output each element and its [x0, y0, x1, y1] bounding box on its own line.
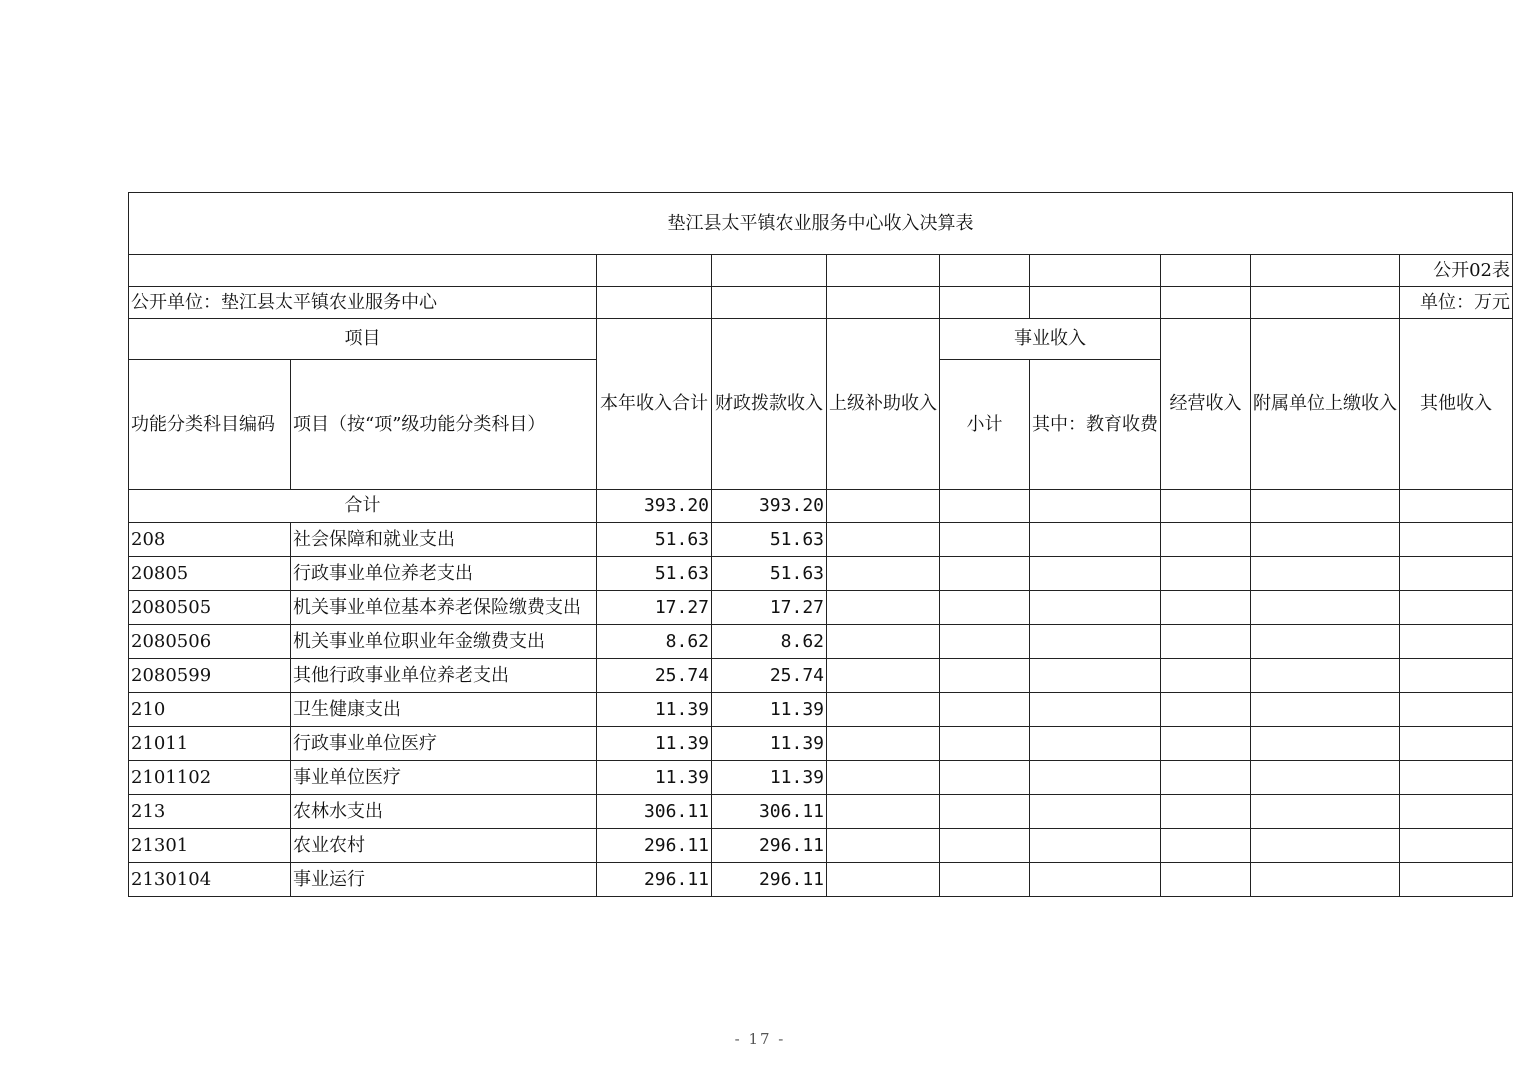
- empty-cell: [1030, 591, 1161, 625]
- row-total-income: 17.27: [597, 591, 712, 625]
- empty-cell: [827, 795, 940, 829]
- row-fiscal: 296.11: [712, 863, 827, 897]
- table-row: [129, 591, 1513, 625]
- empty-cell: [1251, 761, 1400, 795]
- empty-cell: [1251, 829, 1400, 863]
- row-total-income: 11.39: [597, 727, 712, 761]
- row-code: 2080505: [129, 591, 291, 625]
- empty-cell: [940, 625, 1030, 659]
- empty-cell: [1030, 761, 1161, 795]
- empty-cell: [827, 659, 940, 693]
- header-total-income: 本年收入合计: [597, 319, 712, 490]
- row-item-name: 机关事业单位基本养老保险缴费支出: [291, 591, 597, 625]
- table-row: [129, 557, 1513, 591]
- empty-cell: [1251, 557, 1400, 591]
- header-code: 功能分类科目编码: [129, 360, 291, 490]
- page-number: - 17 -: [734, 1030, 786, 1048]
- empty-cell: [940, 591, 1030, 625]
- empty-cell: [940, 693, 1030, 727]
- empty-cell: [827, 863, 940, 897]
- info-blank: [129, 255, 597, 287]
- row-item-name: 农林水支出: [291, 795, 597, 829]
- empty-cell: [827, 761, 940, 795]
- empty-cell: [940, 557, 1030, 591]
- table-row: [129, 829, 1513, 863]
- empty-cell: [1400, 693, 1513, 727]
- reporting-unit: 公开单位：垫江县太平镇农业服务中心: [129, 287, 597, 319]
- row-fiscal: 17.27: [712, 591, 827, 625]
- empty-cell: [1251, 727, 1400, 761]
- row-item-name: 行政事业单位养老支出: [291, 557, 597, 591]
- empty-cell: [1161, 591, 1251, 625]
- empty-cell: [1251, 693, 1400, 727]
- table-row: [129, 523, 1513, 557]
- row-item-name: 事业运行: [291, 863, 597, 897]
- empty-cell: [1400, 625, 1513, 659]
- empty-cell: [1161, 523, 1251, 557]
- total-income-value: 393.20: [597, 490, 712, 523]
- empty-cell: [1161, 863, 1251, 897]
- row-fiscal: 11.39: [712, 693, 827, 727]
- empty-cell: [827, 727, 940, 761]
- empty-cell: [1161, 795, 1251, 829]
- row-fiscal: 51.63: [712, 523, 827, 557]
- header-project: 项目: [129, 319, 597, 360]
- empty-cell: [1030, 557, 1161, 591]
- row-fiscal: 8.62: [712, 625, 827, 659]
- row-code: 2101102: [129, 761, 291, 795]
- empty-cell: [1400, 795, 1513, 829]
- row-item-name: 社会保障和就业支出: [291, 523, 597, 557]
- empty-cell: [827, 693, 940, 727]
- empty-cell: [1400, 761, 1513, 795]
- row-code: 2130104: [129, 863, 291, 897]
- total-fiscal-value: 393.20: [712, 490, 827, 523]
- row-total-income: 296.11: [597, 829, 712, 863]
- empty-cell: [827, 591, 940, 625]
- empty-cell: [940, 795, 1030, 829]
- empty-cell: [1030, 659, 1161, 693]
- row-fiscal: 51.63: [712, 557, 827, 591]
- row-code: 213: [129, 795, 291, 829]
- empty-cell: [1400, 863, 1513, 897]
- empty-cell: [1161, 727, 1251, 761]
- empty-cell: [1400, 727, 1513, 761]
- empty-cell: [1161, 557, 1251, 591]
- header-superior: 上级补助收入: [827, 319, 940, 490]
- row-total-income: 51.63: [597, 557, 712, 591]
- empty-cell: [1400, 659, 1513, 693]
- empty-cell: [940, 659, 1030, 693]
- row-item-name: 卫生健康支出: [291, 693, 597, 727]
- table-row: [129, 625, 1513, 659]
- row-item-name: 农业农村: [291, 829, 597, 863]
- empty-cell: [1251, 659, 1400, 693]
- row-total-income: 296.11: [597, 863, 712, 897]
- row-code: 21301: [129, 829, 291, 863]
- empty-cell: [1400, 591, 1513, 625]
- table-row: [129, 659, 1513, 693]
- row-item-name: 机关事业单位职业年金缴费支出: [291, 625, 597, 659]
- table-row: [129, 727, 1513, 761]
- empty-cell: [1161, 625, 1251, 659]
- empty-cell: [1161, 693, 1251, 727]
- row-code: 208: [129, 523, 291, 557]
- empty-cell: [1251, 523, 1400, 557]
- empty-cell: [1251, 863, 1400, 897]
- table-row: [129, 761, 1513, 795]
- header-affiliated: 附属单位上缴收入: [1251, 319, 1400, 490]
- empty-cell: [827, 557, 940, 591]
- empty-cell: [940, 863, 1030, 897]
- table-row: [129, 863, 1513, 897]
- total-row: [129, 490, 1513, 523]
- empty-cell: [1251, 795, 1400, 829]
- row-code: 210: [129, 693, 291, 727]
- empty-cell: [940, 761, 1030, 795]
- row-code: 2080599: [129, 659, 291, 693]
- header-subtotal: 小计: [940, 360, 1030, 490]
- empty-cell: [1030, 795, 1161, 829]
- empty-cell: [940, 727, 1030, 761]
- empty-cell: [1030, 863, 1161, 897]
- row-code: 20805: [129, 557, 291, 591]
- table-title: 垫江县太平镇农业服务中心收入决算表: [129, 193, 1513, 255]
- row-total-income: 51.63: [597, 523, 712, 557]
- row-item-name: 其他行政事业单位养老支出: [291, 659, 597, 693]
- empty-cell: [827, 829, 940, 863]
- row-item-name: 行政事业单位医疗: [291, 727, 597, 761]
- row-total-income: 306.11: [597, 795, 712, 829]
- table-row: [129, 795, 1513, 829]
- row-fiscal: 25.74: [712, 659, 827, 693]
- empty-cell: [1251, 591, 1400, 625]
- row-total-income: 8.62: [597, 625, 712, 659]
- header-other: 其他收入: [1400, 319, 1513, 490]
- empty-cell: [1400, 557, 1513, 591]
- empty-cell: [827, 523, 940, 557]
- row-total-income: 25.74: [597, 659, 712, 693]
- row-fiscal: 306.11: [712, 795, 827, 829]
- row-code: 2080506: [129, 625, 291, 659]
- empty-cell: [827, 625, 940, 659]
- empty-cell: [1030, 625, 1161, 659]
- empty-cell: [1161, 761, 1251, 795]
- row-fiscal: 11.39: [712, 761, 827, 795]
- header-education-fee: 其中：教育收费: [1030, 360, 1161, 490]
- row-fiscal: 11.39: [712, 727, 827, 761]
- row-item-name: 事业单位医疗: [291, 761, 597, 795]
- empty-cell: [1251, 625, 1400, 659]
- table-row: [129, 693, 1513, 727]
- row-fiscal: 296.11: [712, 829, 827, 863]
- empty-cell: [1030, 829, 1161, 863]
- empty-cell: [940, 523, 1030, 557]
- row-total-income: 11.39: [597, 761, 712, 795]
- row-total-income: 11.39: [597, 693, 712, 727]
- empty-cell: [1400, 523, 1513, 557]
- income-final-accounts-table: [128, 192, 1513, 897]
- empty-cell: [1030, 523, 1161, 557]
- header-operating: 经营收入: [1161, 319, 1251, 490]
- header-item-name: 项目（按“项”级功能分类科目）: [291, 360, 597, 490]
- empty-cell: [1030, 693, 1161, 727]
- header-fiscal: 财政拨款收入: [712, 319, 827, 490]
- currency-unit: 单位：万元: [1400, 287, 1513, 319]
- table-number: 公开02表: [1400, 255, 1513, 287]
- empty-cell: [1161, 659, 1251, 693]
- row-code: 21011: [129, 727, 291, 761]
- empty-cell: [1400, 829, 1513, 863]
- total-label: 合计: [129, 490, 597, 523]
- empty-cell: [1030, 727, 1161, 761]
- header-business: 事业收入: [940, 319, 1161, 360]
- empty-cell: [940, 829, 1030, 863]
- empty-cell: [1161, 829, 1251, 863]
